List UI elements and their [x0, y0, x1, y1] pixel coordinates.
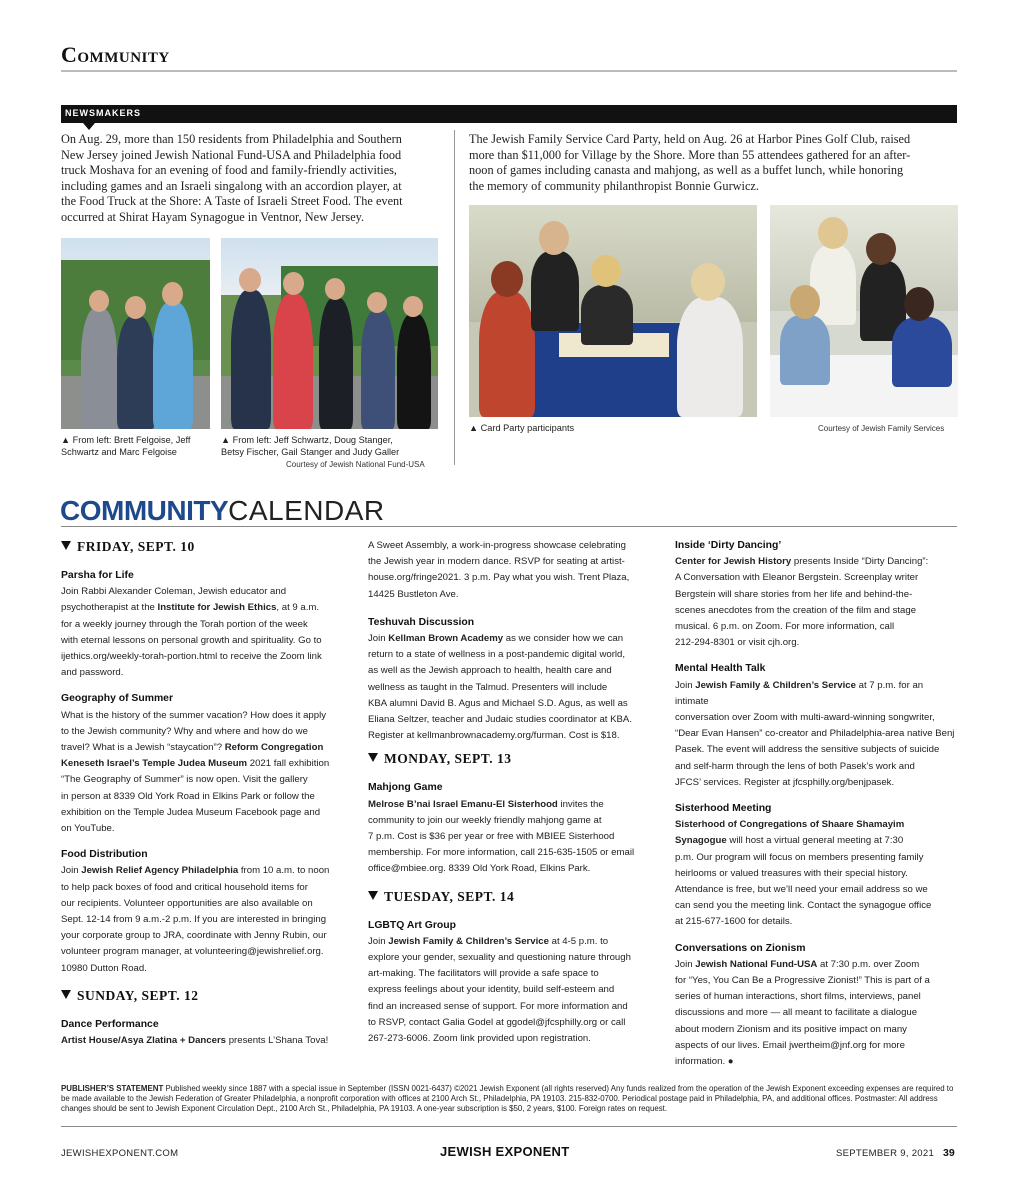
event-body: [368, 631, 652, 744]
event-body: [675, 554, 959, 651]
jnf-story-line: On Aug. 29, more than 150 residents from Philadelphia and Southern: [61, 132, 402, 146]
event-line: [675, 957, 959, 973]
event-line: [61, 944, 345, 960]
event-title: Geography of Summer: [61, 693, 174, 705]
event-line: [675, 554, 959, 570]
event-text: Join Rabbi Alexander Coleman, Jewish educator and: [61, 586, 287, 598]
event-line: [675, 817, 959, 833]
event-line: [61, 649, 345, 665]
event-line: [61, 821, 345, 837]
event-text: as well as the Jewish approach to health, health care and: [368, 665, 612, 677]
event-text: as we consider how we can: [503, 633, 624, 645]
event-line: [675, 635, 959, 651]
event-line: [675, 1022, 959, 1038]
organization-name: Jewish National Fund-USA: [695, 958, 818, 970]
footer-date: SEPTEMBER 9, 2021: [836, 1148, 935, 1159]
event-text: express feelings about your identity, build self-esteem and: [368, 984, 615, 996]
photo-food-truck-men: [61, 238, 210, 429]
event-line: [368, 934, 652, 950]
event-text: in person at 8339 Old York Road in Elkins Park or follow the: [61, 790, 315, 802]
event-text: psychotherapist at the: [61, 602, 158, 614]
event-line: [368, 982, 652, 998]
newsmakers-label: NEWSMAKERS: [65, 108, 142, 118]
footer-rule: [61, 1126, 957, 1127]
event-line: [675, 603, 959, 619]
event-text: 10980 Dutton Road.: [61, 962, 147, 974]
event-text: invites the: [557, 798, 604, 810]
event-line: [61, 708, 345, 724]
event-title: Teshuvah Discussion: [368, 616, 475, 628]
event-line: [368, 554, 652, 570]
event-text: scenes anecdotes from the creation of the film and stage: [675, 604, 917, 616]
event-text: wellness as taught in the Talmud. Presenters will include: [368, 681, 608, 693]
event-text: , at 9 a.m.: [276, 602, 320, 614]
triangle-down-icon: [368, 891, 378, 900]
page-number: 39: [943, 1147, 955, 1159]
organization-name: Jewish Relief Agency Philadelphia: [81, 865, 239, 877]
calendar-column-2: [368, 538, 652, 1047]
event-text: Eliana Seltzer, teacher and Judaic studies coordinator at KBA.: [368, 714, 632, 726]
event-text: series of human interactions, short films, interviews, panel: [675, 991, 921, 1003]
newsmakers-bar: [61, 105, 957, 123]
event-text: with eternal lessons on personal growth and spirituality. Go to: [61, 634, 322, 646]
section-title: Community: [61, 42, 170, 67]
event-line: [61, 863, 345, 879]
event-text: can send you the meeting link. Contact the synagogue office: [675, 900, 932, 912]
event-line: [368, 861, 652, 877]
publisher-text: Published weekly since 1887 with a special issue in September (ISSN 0021-6437) ©2021 Jewish Exponent (all rights reserved) Any funds realized from the operation of the Jewish Exponent exceeding expenses are required to be made available to the Jewish Federation of Greater Philadelphia, a nonprofit corporation with offices at 2100 Arch St., Philadelphia, PA 19103. 215-832-0700. Periodical postage paid in Philadelphia, PA, and additional offices. Postmaster: All address changes should be sent to Jewish Exponent Circulation Dept., 2100 Arch St., Philadelphia, PA 19103. A one-year subscription is $50, 2 years, $100. Foreign rates on request.: [61, 1084, 954, 1114]
event-line: [61, 912, 345, 928]
caption-photo-2: ▲ From left: Jeff Schwartz, Doug Stanger, Betsy Fischer, Gail Stanger and Judy Galler: [221, 435, 400, 457]
event-text: musical. 6 p.m. on Zoom. For more information, call: [675, 621, 895, 633]
event-text: membership. For more information, call 215-635-1505 or email: [368, 847, 635, 859]
event-text: heirlooms or valued treasures with their special history.: [675, 867, 908, 879]
event-title: Conversations on Zionism: [675, 942, 806, 954]
event-text: presents Inside “Dirty Dancing”:: [791, 556, 929, 568]
jfs-story-line: more than $11,000 for Village by the Shore. More than 55 attendees gathered for an after-: [469, 147, 911, 162]
jnf-story-line: the Food Truck at the Shore: A Taste of Israeli Street Food. The event: [61, 194, 403, 209]
event-text: Bergstein will share stories from her life and behind-the-: [675, 588, 913, 600]
event-text: presents L’Shana Tova!: [226, 1035, 329, 1047]
event-line: [368, 663, 652, 679]
publisher-statement: [61, 1084, 957, 1115]
event-title: Dance Performance: [61, 1018, 159, 1030]
event-line: [675, 726, 959, 742]
event-text: to the Jewish community? Why and where and how do we: [61, 725, 308, 737]
header-rule: [61, 70, 957, 72]
event-line: [368, 950, 652, 966]
event-text: Join: [368, 935, 389, 947]
event-line: [61, 928, 345, 944]
event-text: find an increased sense of support. For more information and: [368, 1000, 628, 1012]
event-line: [675, 973, 959, 989]
event-text: 2021 fall exhibition: [247, 758, 330, 770]
event-text: “The Geography of Summer” is now open. Visit the gallery: [61, 774, 308, 786]
day-heading-tuesday: TUESDAY, SEPT. 14: [368, 888, 652, 906]
event-text: to RSVP, contact Galia Godel at ggodel@jfcsphilly.org or call: [368, 1016, 626, 1028]
event-line: [368, 587, 652, 603]
column-divider: [454, 130, 455, 465]
event-line: [61, 740, 345, 756]
event-line: [61, 600, 345, 616]
event-line: [675, 775, 959, 791]
event-text: A Sweet Assembly, a work-in-progress showcase celebrating: [368, 540, 626, 551]
caption-card-party: ▲ Card Party participants: [469, 423, 575, 433]
event-line: [368, 999, 652, 1015]
event-line: [675, 570, 959, 586]
event-body: [61, 1033, 345, 1049]
event-text: travel? What is a Jewish “staycation”?: [61, 742, 225, 754]
event-text: Attendance is free, but we’ll need your email address so we: [675, 884, 928, 896]
event-text: “Dear Evan Hansen” co-creator and Philadelphia-area native Benj: [675, 728, 955, 740]
event-text: return to a state of wellness in a post-pandemic digital world,: [368, 649, 626, 661]
organization-name: Melrose B’nai Israel Emanu-El Sisterhood: [368, 798, 558, 810]
organization-name: Kellman Brown Academy: [388, 633, 504, 645]
event-text: discussions and more — all meant to facilitate a dialogue: [675, 1007, 918, 1019]
event-line: [61, 724, 345, 740]
event-text: ijethics.org/weekly-torah-portion.html to receive the Zoom link: [61, 651, 322, 663]
calendar-column-1: [61, 538, 345, 1049]
newsmakers-notch: [83, 123, 95, 130]
event-text: JFCS’ services. Register at jfcsphilly.org/benjpasek.: [675, 776, 895, 788]
event-line: [368, 631, 652, 647]
jfs-story-line: The Jewish Family Service Card Party, held on Aug. 26 at Harbor Pines Golf Club, raised: [469, 132, 911, 146]
event-text: house.org/fringe2021. 3 p.m. Pay what you wish. Trent Plaza,: [368, 572, 630, 584]
jnf-story-line: occurred at Shirat Hayam Synagogue in Ventnor, New Jersey.: [61, 209, 365, 224]
event-line: [61, 772, 345, 788]
event-body: [61, 863, 345, 976]
event-line: [368, 728, 652, 744]
event-line: [368, 696, 652, 712]
event-line: [675, 850, 959, 866]
calendar-title-bold: COMMUNITY: [60, 495, 229, 526]
event-text: to help pack boxes of food and critical household items for: [61, 881, 308, 893]
event-text: aspects of our lives. Email jwertheim@jnf.org for more: [675, 1039, 905, 1051]
organization-name: Sisterhood of Congregations of Shaare Shamayim: [675, 819, 905, 831]
organization-name: Artist House/Asya Zlatina + Dancers: [61, 1035, 227, 1047]
event-line: [368, 538, 652, 554]
event-line: [61, 756, 345, 772]
event-line: [675, 1054, 959, 1070]
event-text: will host a virtual general meeting at 7:30: [726, 835, 904, 847]
event-text: KBA alumni David B. Agus and Michael S.D. Agus, as well as: [368, 697, 628, 709]
event-text: at 7:30 p.m. over Zoom: [817, 958, 920, 970]
event-text: 267-273-6006. Zoom link provided upon registration.: [368, 1033, 591, 1045]
caption-photo-1: ▲ From left: Brett Felgoise, Jeff Schwartz and Marc Felgoise: [61, 435, 191, 457]
event-body: [368, 797, 652, 878]
triangle-down-icon: [61, 541, 71, 550]
event-title: Mental Health Talk: [675, 663, 766, 675]
event-line: [368, 966, 652, 982]
event-title: Parsha for Life: [61, 570, 134, 581]
event-line: [61, 961, 345, 977]
event-text: Join: [675, 679, 696, 691]
event-text: 14425 Bustleton Ave.: [368, 588, 459, 600]
event-text: Register at kellmanbrownacademy.org/furman. Cost is $18.: [368, 730, 620, 742]
day-heading-sunday: SUNDAY, SEPT. 12: [61, 987, 345, 1005]
event-line: [61, 584, 345, 600]
photo-credit-jnf: Courtesy of Jewish National Fund-USA: [286, 460, 425, 469]
event-text: information. ●: [675, 1056, 734, 1068]
organization-name: Reform Congregation: [224, 742, 324, 754]
event-line: [368, 1015, 652, 1031]
event-line: [368, 680, 652, 696]
jnf-story: [61, 132, 446, 226]
event-line: [61, 617, 345, 633]
event-line: [675, 759, 959, 775]
calendar-rule: [61, 526, 957, 527]
event-line: [675, 914, 959, 930]
organization-name: Institute for Jewish Ethics: [157, 602, 277, 614]
event-text: Join: [675, 958, 696, 970]
photo-food-truck-group: [221, 238, 438, 429]
event-text: your corporate group to JRA, coordinate with Jenny Rubin, our: [61, 930, 327, 942]
photo-card-party-group: [770, 205, 958, 417]
event-text: explore your gender, sexuality and questioning nature through: [368, 952, 631, 964]
jfs-story: [469, 132, 959, 194]
triangle-down-icon: [368, 753, 378, 762]
event-line: [675, 587, 959, 603]
event-line: [61, 880, 345, 896]
event-line: [368, 829, 652, 845]
calendar-column-3: [675, 538, 959, 1070]
event-title: Sisterhood Meeting: [675, 803, 772, 815]
event-text: for a weekly journey through the Torah portion of the week: [61, 618, 308, 630]
event-line: [61, 1033, 345, 1049]
event-text: exhibition on the Temple Judea Museum Facebook page and: [61, 806, 321, 818]
event-body: [675, 817, 959, 930]
event-title: Inside ‘Dirty Dancing’: [675, 540, 782, 551]
event-line: [675, 833, 959, 849]
event-line: [61, 633, 345, 649]
day-heading-friday: FRIDAY, SEPT. 10: [61, 538, 345, 556]
organization-name: Keneseth Israel’s Temple Judea Museum: [61, 758, 248, 770]
event-line: [675, 1038, 959, 1054]
event-text: conversation over Zoom with multi-award-winning songwriter,: [675, 712, 935, 724]
organization-name: Center for Jewish History: [675, 556, 792, 568]
event-text: What is the history of the summer vacation? How does it apply: [61, 709, 327, 721]
event-line: [675, 1005, 959, 1021]
event-text: at 4-5 p.m. to: [548, 935, 609, 947]
jfs-story-line: the memory of community philanthropist Bonnie Gurwicz.: [469, 178, 759, 193]
day-heading-monday: MONDAY, SEPT. 13: [368, 750, 652, 768]
event-text: from 10 a.m. to noon: [238, 865, 330, 877]
event-line: [368, 797, 652, 813]
event-body: [61, 584, 345, 681]
event-text: 212-294-8301 or visit cjh.org.: [675, 637, 800, 649]
event-line: [368, 1031, 652, 1047]
triangle-down-icon: [61, 990, 71, 999]
event-text: the Jewish year in modern dance. RSVP for seating at artist-: [368, 556, 625, 568]
event-body-continued: [368, 538, 652, 603]
event-text: art-making. The facilitators will provide a safe space to: [368, 968, 599, 980]
event-text: p.m. Our program will focus on members presenting family: [675, 851, 924, 863]
event-line: [61, 805, 345, 821]
event-line: [368, 813, 652, 829]
event-text: on YouTube.: [61, 823, 115, 835]
footer-publication: JEWISH EXPONENT: [440, 1144, 570, 1159]
event-text: Sept. 12-14 from 9 a.m.-2 p.m. If you are interested in bringing: [61, 914, 327, 926]
event-text: at 215-677-1600 for details.: [675, 916, 793, 928]
event-title: Mahjong Game: [368, 782, 443, 794]
event-line: [675, 678, 959, 710]
event-line: [61, 896, 345, 912]
event-body: [675, 678, 959, 791]
organization-name: Synagogue: [675, 835, 727, 847]
event-line: [368, 647, 652, 663]
event-text: Join: [61, 865, 82, 877]
jfs-story-line: noon of games including canasta and mahjong, as well as a buffet lunch, while honoring: [469, 163, 904, 178]
event-text: office@mbiee.org. 8339 Old York Road, Elkins Park.: [368, 863, 591, 875]
jnf-story-line: including games and an Israeli singalong with an accordion player, at: [61, 178, 402, 193]
event-body: [61, 708, 345, 838]
event-line: [675, 989, 959, 1005]
jnf-story-line: truck Moshava for an evening of food and family-friendly activities,: [61, 163, 398, 178]
event-line: [675, 619, 959, 635]
event-line: [675, 898, 959, 914]
event-line: [368, 845, 652, 861]
publisher-label: PUBLISHER’S STATEMENT: [61, 1084, 164, 1093]
event-title: LGBTQ Art Group: [368, 919, 456, 931]
event-body: [675, 957, 959, 1070]
event-text: about modern Zionism and its positive impact on many: [675, 1023, 907, 1035]
event-title: Food Distribution: [61, 849, 148, 861]
event-line: [675, 710, 959, 726]
event-line: [675, 742, 959, 758]
event-text: and self-harm through the lens of both Pasek’s work and: [675, 760, 915, 772]
event-text: our recipients. Volunteer opportunities are also available on: [61, 897, 313, 909]
photo-credit-jfs: Courtesy of Jewish Family Services: [818, 424, 945, 433]
calendar-title-light: CALENDAR: [228, 495, 385, 526]
event-text: community to join our weekly friendly mahjong game at: [368, 814, 602, 826]
event-text: Join: [368, 633, 389, 645]
event-line: [61, 789, 345, 805]
event-text: at 7 p.m. for an intimate: [675, 679, 924, 707]
event-text: and password.: [61, 667, 124, 679]
photo-card-party-table: [469, 205, 757, 417]
event-text: 7 p.m. Cost is $36 per year or free with MBIEE Sisterhood: [368, 831, 615, 843]
event-line: [675, 882, 959, 898]
event-text: volunteer program manager, at volunteering@jewishrelief.org.: [61, 946, 324, 958]
event-text: for “Yes, You Can Be a Progressive Zionist!” This is part of a: [675, 975, 930, 987]
event-text: A Conversation with Eleanor Bergstein. Screenplay writer: [675, 572, 919, 584]
organization-name: Jewish Family & Children’s Service: [388, 935, 549, 947]
calendar-title: [60, 496, 385, 526]
event-line: [61, 665, 345, 681]
event-line: [368, 570, 652, 586]
jnf-story-line: New Jersey joined Jewish National Fund-USA and Philadelphia food: [61, 147, 402, 162]
event-line: [675, 866, 959, 882]
organization-name: Jewish Family & Children’s Service: [695, 679, 856, 691]
event-line: [368, 712, 652, 728]
footer-website: JEWISHEXPONENT.COM: [61, 1148, 179, 1159]
event-text: Pasek. The event will address the sensitive subjects of suicide: [675, 744, 940, 756]
event-body: [368, 934, 652, 1047]
